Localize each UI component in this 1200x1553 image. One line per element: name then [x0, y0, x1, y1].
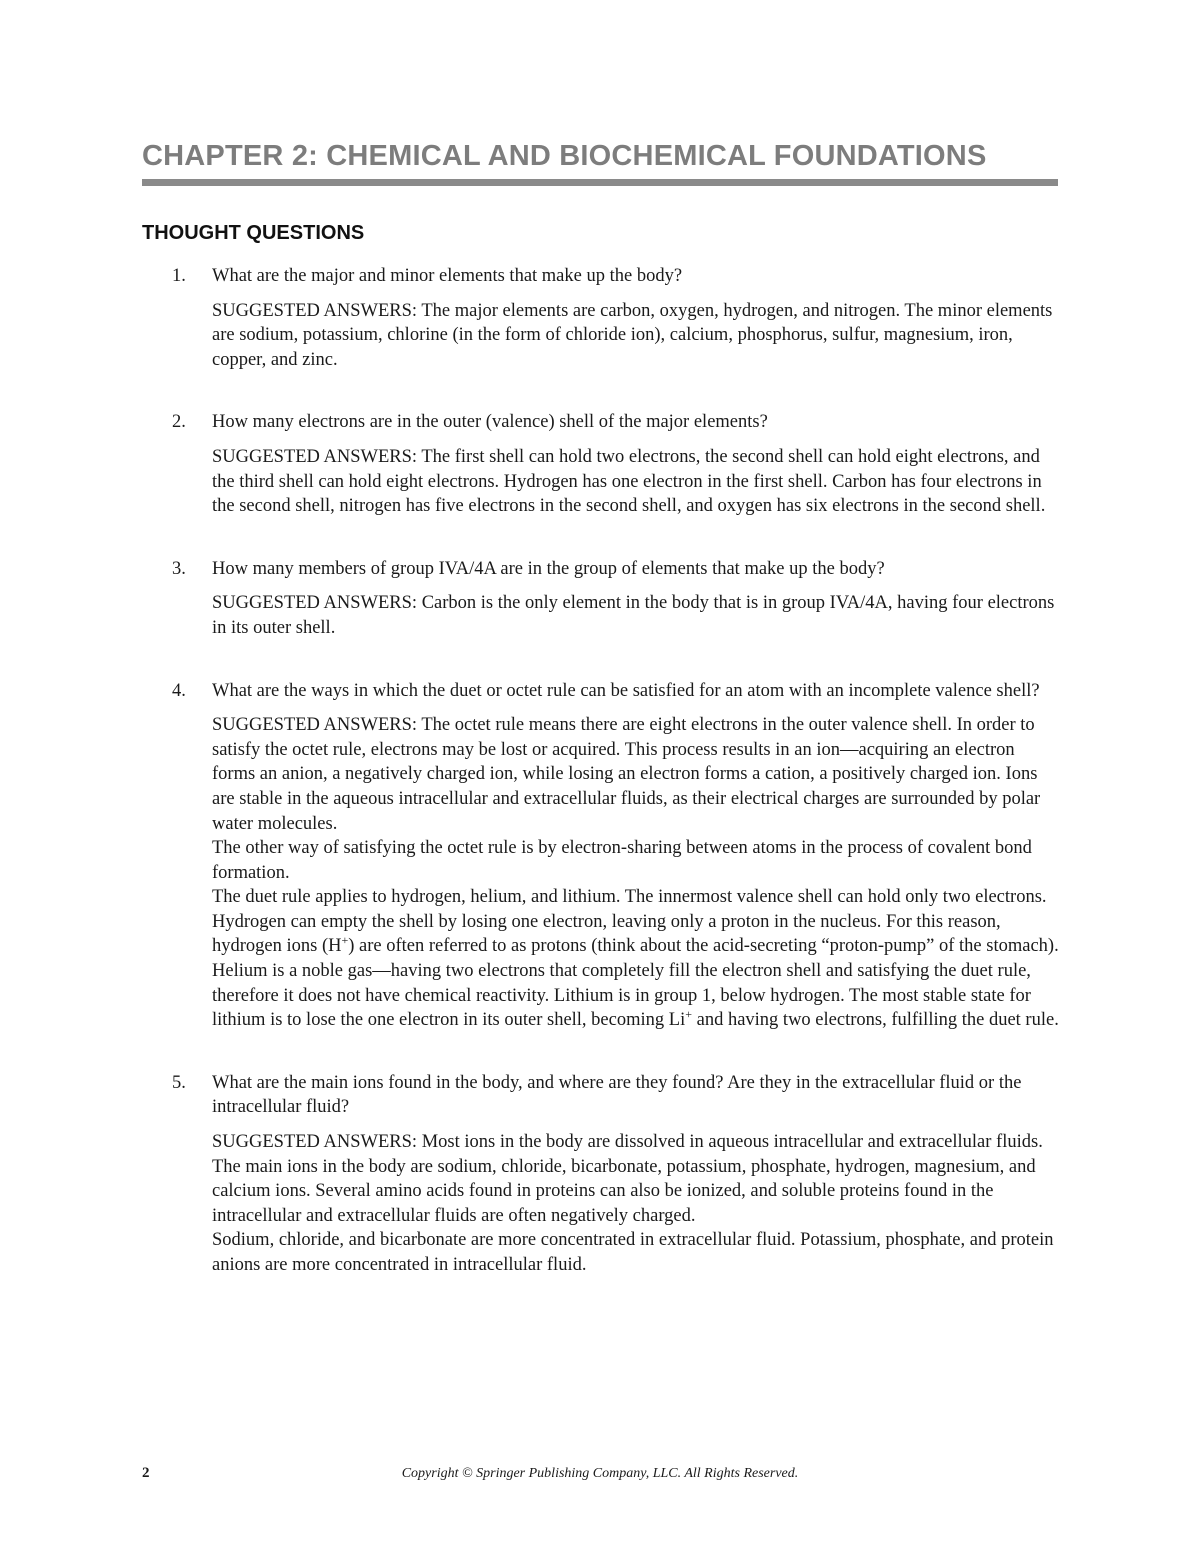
duet-text-part-1: The duet rule applies to hydrogen, helium, and lithium. The innermost valence shell can hold only two electrons. Hydrogen can empty the shell by losing one electron, leaving only a proton in the nucleus. For this reason, hydrogen ions (H: [212, 887, 1047, 957]
question-item-3: [172, 557, 1060, 641]
answer-text: SUGGESTED ANSWERS: The major elements are carbon, oxygen, hydrogen, and nitrogen. The minor elements are sodium, potassium, chlorine (in the form of chloride ion), calcium, phosphorus, sulfur, magnesium, iron, copper, and zinc.: [212, 300, 1053, 370]
question-item-2: [172, 410, 1060, 518]
answer-paragraph: SUGGESTED ANSWERS: The octet rule means there are eight electrons in the outer valence shell. In order to satisfy the octet rule, electrons may be lost or acquired. This process results in an ion—acquiring an electron forms an anion, a negatively charged ion, while losing an electron forms a cation, a positively charged ion. Ions are stable in the aqueous intracellular and extracellular fluids, as their electrical charges are surrounded by polar water molecules.: [212, 715, 1041, 834]
question-list: [172, 264, 1060, 1278]
question-number: 2.: [172, 412, 186, 433]
question-text: What are the main ions found in the body, and where are they found? Are they in the extracellular fluid or the intracellular fluid?: [212, 1072, 1022, 1118]
question-item-4: [172, 679, 1060, 1033]
copyright-notice: Copyright © Springer Publishing Company, LLC. All Rights Reserved.: [401, 1466, 799, 1481]
duet-text-part-2: ) are often referred to as protons (think about the acid-secreting “proton-pump” of the stomach). Helium is a noble gas—having two electrons that completely fill the electron shell and satisfying the duet rule, therefore it does not have chemical reactivity. Lithium is in group 1, below hydrogen. The most stable state for lithium is to lose the one electron in its outer shell, becoming Li: [212, 936, 1059, 1031]
superscript-plus: +: [341, 933, 349, 948]
question-text: What are the major and minor elements that make up the body?: [212, 266, 683, 286]
duet-text-part-3: and having two electrons, fulfilling the duet rule.: [692, 1010, 1059, 1031]
question-item-5: [172, 1071, 1060, 1278]
section-heading: THOUGHT QUESTIONS: [142, 222, 365, 244]
question-number: 4.: [172, 680, 186, 701]
answer-paragraph: SUGGESTED ANSWERS: Most ions in the body are dissolved in aqueous intracellular and extracellular fluids. The main ions in the body are sodium, chloride, bicarbonate, potassium, phosphate, hydrogen, magnesium, and calcium ions. Several amino acids found in proteins can also be ionized, and soluble proteins found in the intracellular and extracellular fluids are often negatively charged.: [212, 1132, 1043, 1226]
duet-rule-paragraph: [212, 885, 1060, 1033]
title-rule: [142, 179, 1058, 186]
question-text: How many electrons are in the outer (valence) shell of the major elements?: [212, 412, 768, 433]
question-text: How many members of group IVA/4A are in the group of elements that make up the body?: [212, 558, 885, 579]
question-item-1: [172, 264, 1060, 372]
answer-paragraph: The other way of satisfying the octet rule is by electron-sharing between atoms in the process of covalent bond formation.: [212, 838, 1032, 883]
question-number: 3.: [172, 558, 186, 579]
question-number: 5.: [172, 1072, 186, 1093]
chapter-title: CHAPTER 2: CHEMICAL AND BIOCHEMICAL FOUNDATIONS: [142, 140, 987, 172]
superscript-plus: +: [685, 1007, 692, 1022]
answer-text: SUGGESTED ANSWERS: Carbon is the only element in the body that is in group IVA/4A, having four electrons in its outer shell.: [212, 593, 1055, 638]
answer-text: SUGGESTED ANSWERS: The first shell can hold two electrons, the second shell can hold eight electrons, and the third shell can hold eight electrons. Hydrogen has one electron in the first shell. Carbon has four electrons in the second shell, nitrogen has five electrons in the second shell, and oxygen has six electrons in the second shell.: [212, 446, 1046, 517]
question-text: What are the ways in which the duet or octet rule can be satisfied for an atom with an incomplete valence shell?: [212, 680, 1040, 701]
answer-paragraph: Sodium, chloride, and bicarbonate are more concentrated in extracellular fluid. Potassium, phosphate, and protein anions are more concentrated in intracellular fluid.: [212, 1230, 1054, 1275]
question-number: 1.: [172, 266, 186, 286]
page-number: 2: [142, 1465, 150, 1481]
